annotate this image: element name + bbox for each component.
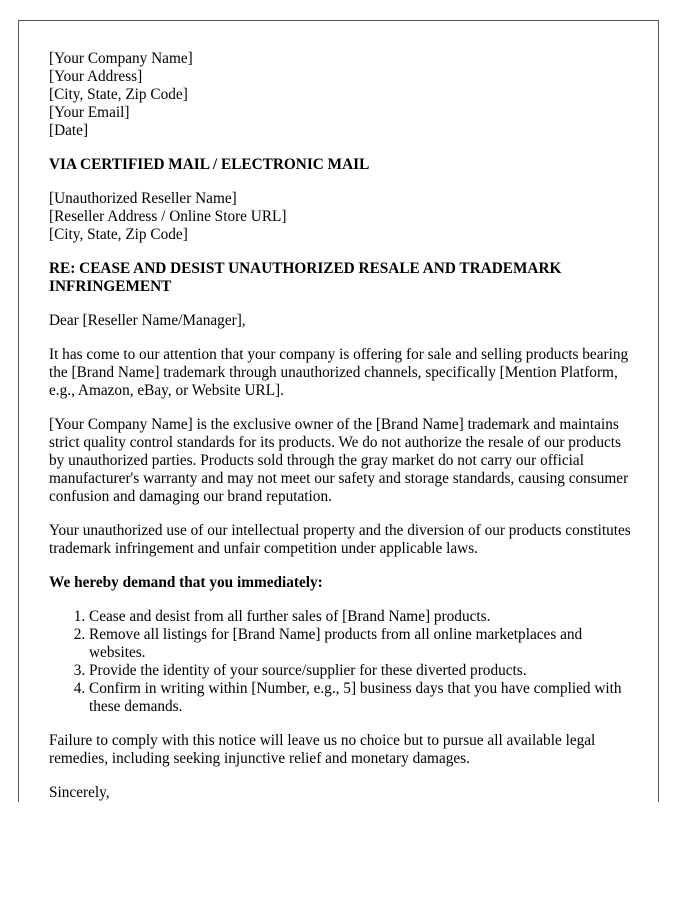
sender-date: [Date] xyxy=(49,122,89,139)
body-paragraph: [Your Company Name] is the exclusive owner of the [Brand Name] trademark and maintains strict quality control standards for its products. We do not authorize the resale of our products by unauthorized parties. Products sold through the gray market do not carry our official manufacturer's warranty and may not meet our safety and storage standards, causing consumer confusion and damaging our brand reputation. xyxy=(49,416,629,505)
delivery-method: VIA CERTIFIED MAIL / ELECTRONIC MAIL xyxy=(49,156,370,173)
sender-block xyxy=(49,50,639,140)
body-paragraph: It has come to our attention that your company is offering for sale and selling products bearing the [Brand Name] trademark through unauthorized channels, specifically [Mention Platform, e.g., Amazon, eBay, or Website URL]. xyxy=(49,346,629,399)
demand-list xyxy=(49,608,639,716)
salutation: Dear [Reseller Name/Manager], xyxy=(49,312,246,329)
demand-item: 4. Confirm in writing within [Number, e.g., 5] business days that you have complied with these demands. xyxy=(89,680,639,716)
letter-content xyxy=(49,50,639,802)
recipient-block xyxy=(49,190,639,244)
body-paragraph: Your unauthorized use of our intellectual property and the diversion of our products constitutes trademark infringement and unfair competition under applicable laws. xyxy=(49,522,631,557)
sender-company: [Your Company Name] xyxy=(49,50,193,67)
demand-item: 1. Cease and desist from all further sales of [Brand Name] products. xyxy=(89,608,639,626)
sender-city: [City, State, Zip Code] xyxy=(49,86,188,103)
closing-paragraph: Failure to comply with this notice will leave us no choice but to pursue all available legal remedies, including seeking injunctive relief and monetary damages. xyxy=(49,732,596,767)
sender-email: [Your Email] xyxy=(49,104,130,121)
recipient-name: [Unauthorized Reseller Name] xyxy=(49,190,237,207)
subject-line: RE: CEASE AND DESIST UNAUTHORIZED RESALE AND TRADEMARK INFRINGEMENT xyxy=(49,260,562,295)
sender-address: [Your Address] xyxy=(49,68,143,85)
letter-page xyxy=(18,20,659,802)
demand-heading: We hereby demand that you immediately: xyxy=(49,574,323,591)
demand-item: 3. Provide the identity of your source/supplier for these diverted products. xyxy=(89,662,639,680)
recipient-city: [City, State, Zip Code] xyxy=(49,226,188,243)
demand-item: 2. Remove all listings for [Brand Name] products from all online marketplaces and websites. xyxy=(89,626,639,662)
signoff: Sincerely, xyxy=(49,784,110,801)
recipient-address: [Reseller Address / Online Store URL] xyxy=(49,208,287,225)
